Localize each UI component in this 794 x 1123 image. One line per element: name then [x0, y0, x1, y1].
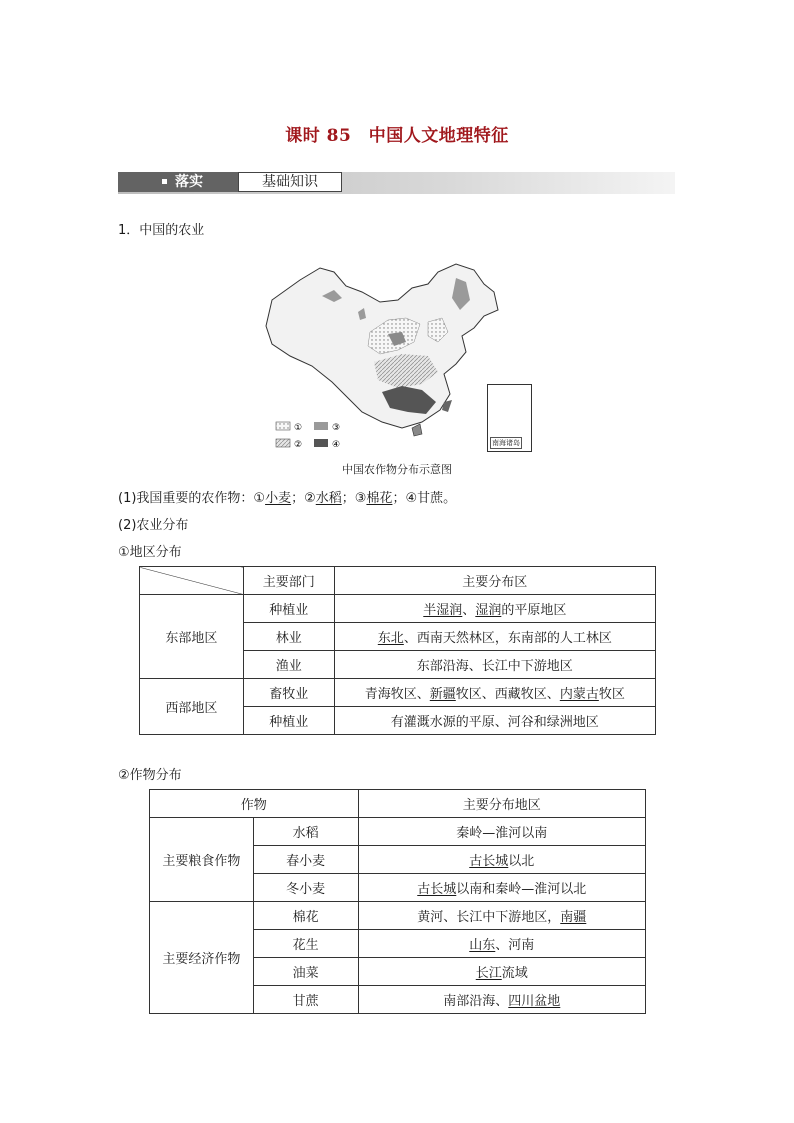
- table-cell: 南部沿海、四川盆地: [358, 986, 645, 1014]
- table-cell: 种植业: [243, 707, 334, 735]
- table-cell: 半湿润、湿润的平原地区: [334, 595, 655, 623]
- header-crop: 作物: [150, 790, 359, 818]
- table-cell: 东部沿海、长江中下游地区: [334, 651, 655, 679]
- crop-table: [149, 789, 646, 1014]
- table-cell: 水稻: [253, 818, 358, 846]
- table-cell: 古长城以北: [358, 846, 645, 874]
- banner-tag-text: 落实: [175, 174, 203, 190]
- table-cell: 畜牧业: [243, 679, 334, 707]
- south-sea-inset: [487, 384, 532, 452]
- table-cell: 棉花: [253, 902, 358, 930]
- subheading-crop: ②作物分布: [118, 768, 182, 783]
- region-west: 西部地区: [140, 679, 244, 735]
- table-cell: 甘蔗: [253, 986, 358, 1014]
- table-cell: 渔业: [243, 651, 334, 679]
- map-caption: 中国农作物分布示意图: [342, 463, 452, 476]
- legend-label-4: ④: [332, 440, 341, 450]
- legend-label-3: ③: [332, 423, 341, 433]
- answer-rice: 水稻: [315, 491, 342, 506]
- header-dept: 主要部门: [243, 567, 334, 595]
- table-cell: 花生: [253, 930, 358, 958]
- crop-distribution-map: [262, 262, 506, 456]
- group-grain: 主要粮食作物: [150, 818, 254, 902]
- square-bullet-icon: [162, 179, 167, 184]
- table-cell: 长江流域: [358, 958, 645, 986]
- crops-line: (1)我国重要的农作物：①小麦；②水稻；③棉花；④甘蔗。: [118, 491, 457, 506]
- table-cell: 春小麦: [253, 846, 358, 874]
- table-cell: 东北、西南天然林区，东南部的人工林区: [334, 623, 655, 651]
- legend-label-1: ①: [294, 423, 303, 433]
- answer-cotton: 棉花: [366, 491, 393, 506]
- region-table: [139, 566, 656, 735]
- header-area: 主要分布区: [334, 567, 655, 595]
- diagonal-header-cell: [140, 567, 244, 595]
- inset-label: 南海诸岛: [492, 439, 520, 447]
- table-cell: 冬小麦: [253, 874, 358, 902]
- table-cell: 油菜: [253, 958, 358, 986]
- table-cell: 黄河、长江中下游地区，南疆: [358, 902, 645, 930]
- section-heading: 1．中国的农业: [118, 223, 205, 238]
- region-east: 东部地区: [140, 595, 244, 679]
- banner-label: 基础知识: [238, 172, 342, 192]
- table-cell: 有灌溉水源的平原、河谷和绿洲地区: [334, 707, 655, 735]
- subheading-region: ①地区分布: [118, 545, 182, 560]
- legend-label-2: ②: [294, 440, 303, 450]
- map-legend: [276, 422, 340, 450]
- group-cash: 主要经济作物: [150, 902, 254, 1014]
- table-cell: 古长城以南和秦岭—淮河以北: [358, 874, 645, 902]
- table-cell: 山东、河南: [358, 930, 645, 958]
- header-area: 主要分布地区: [358, 790, 645, 818]
- subheading-distribution: (2)农业分布: [118, 518, 189, 533]
- page-title: 课时 85 中国人文地理特征: [285, 126, 509, 146]
- banner-tag: [118, 172, 238, 192]
- table-cell: 秦岭—淮河以南: [358, 818, 645, 846]
- table-cell: 青海牧区、新疆牧区、西藏牧区、内蒙古牧区: [334, 679, 655, 707]
- table-cell: 种植业: [243, 595, 334, 623]
- answer-wheat: 小麦: [265, 491, 292, 506]
- table-cell: 林业: [243, 623, 334, 651]
